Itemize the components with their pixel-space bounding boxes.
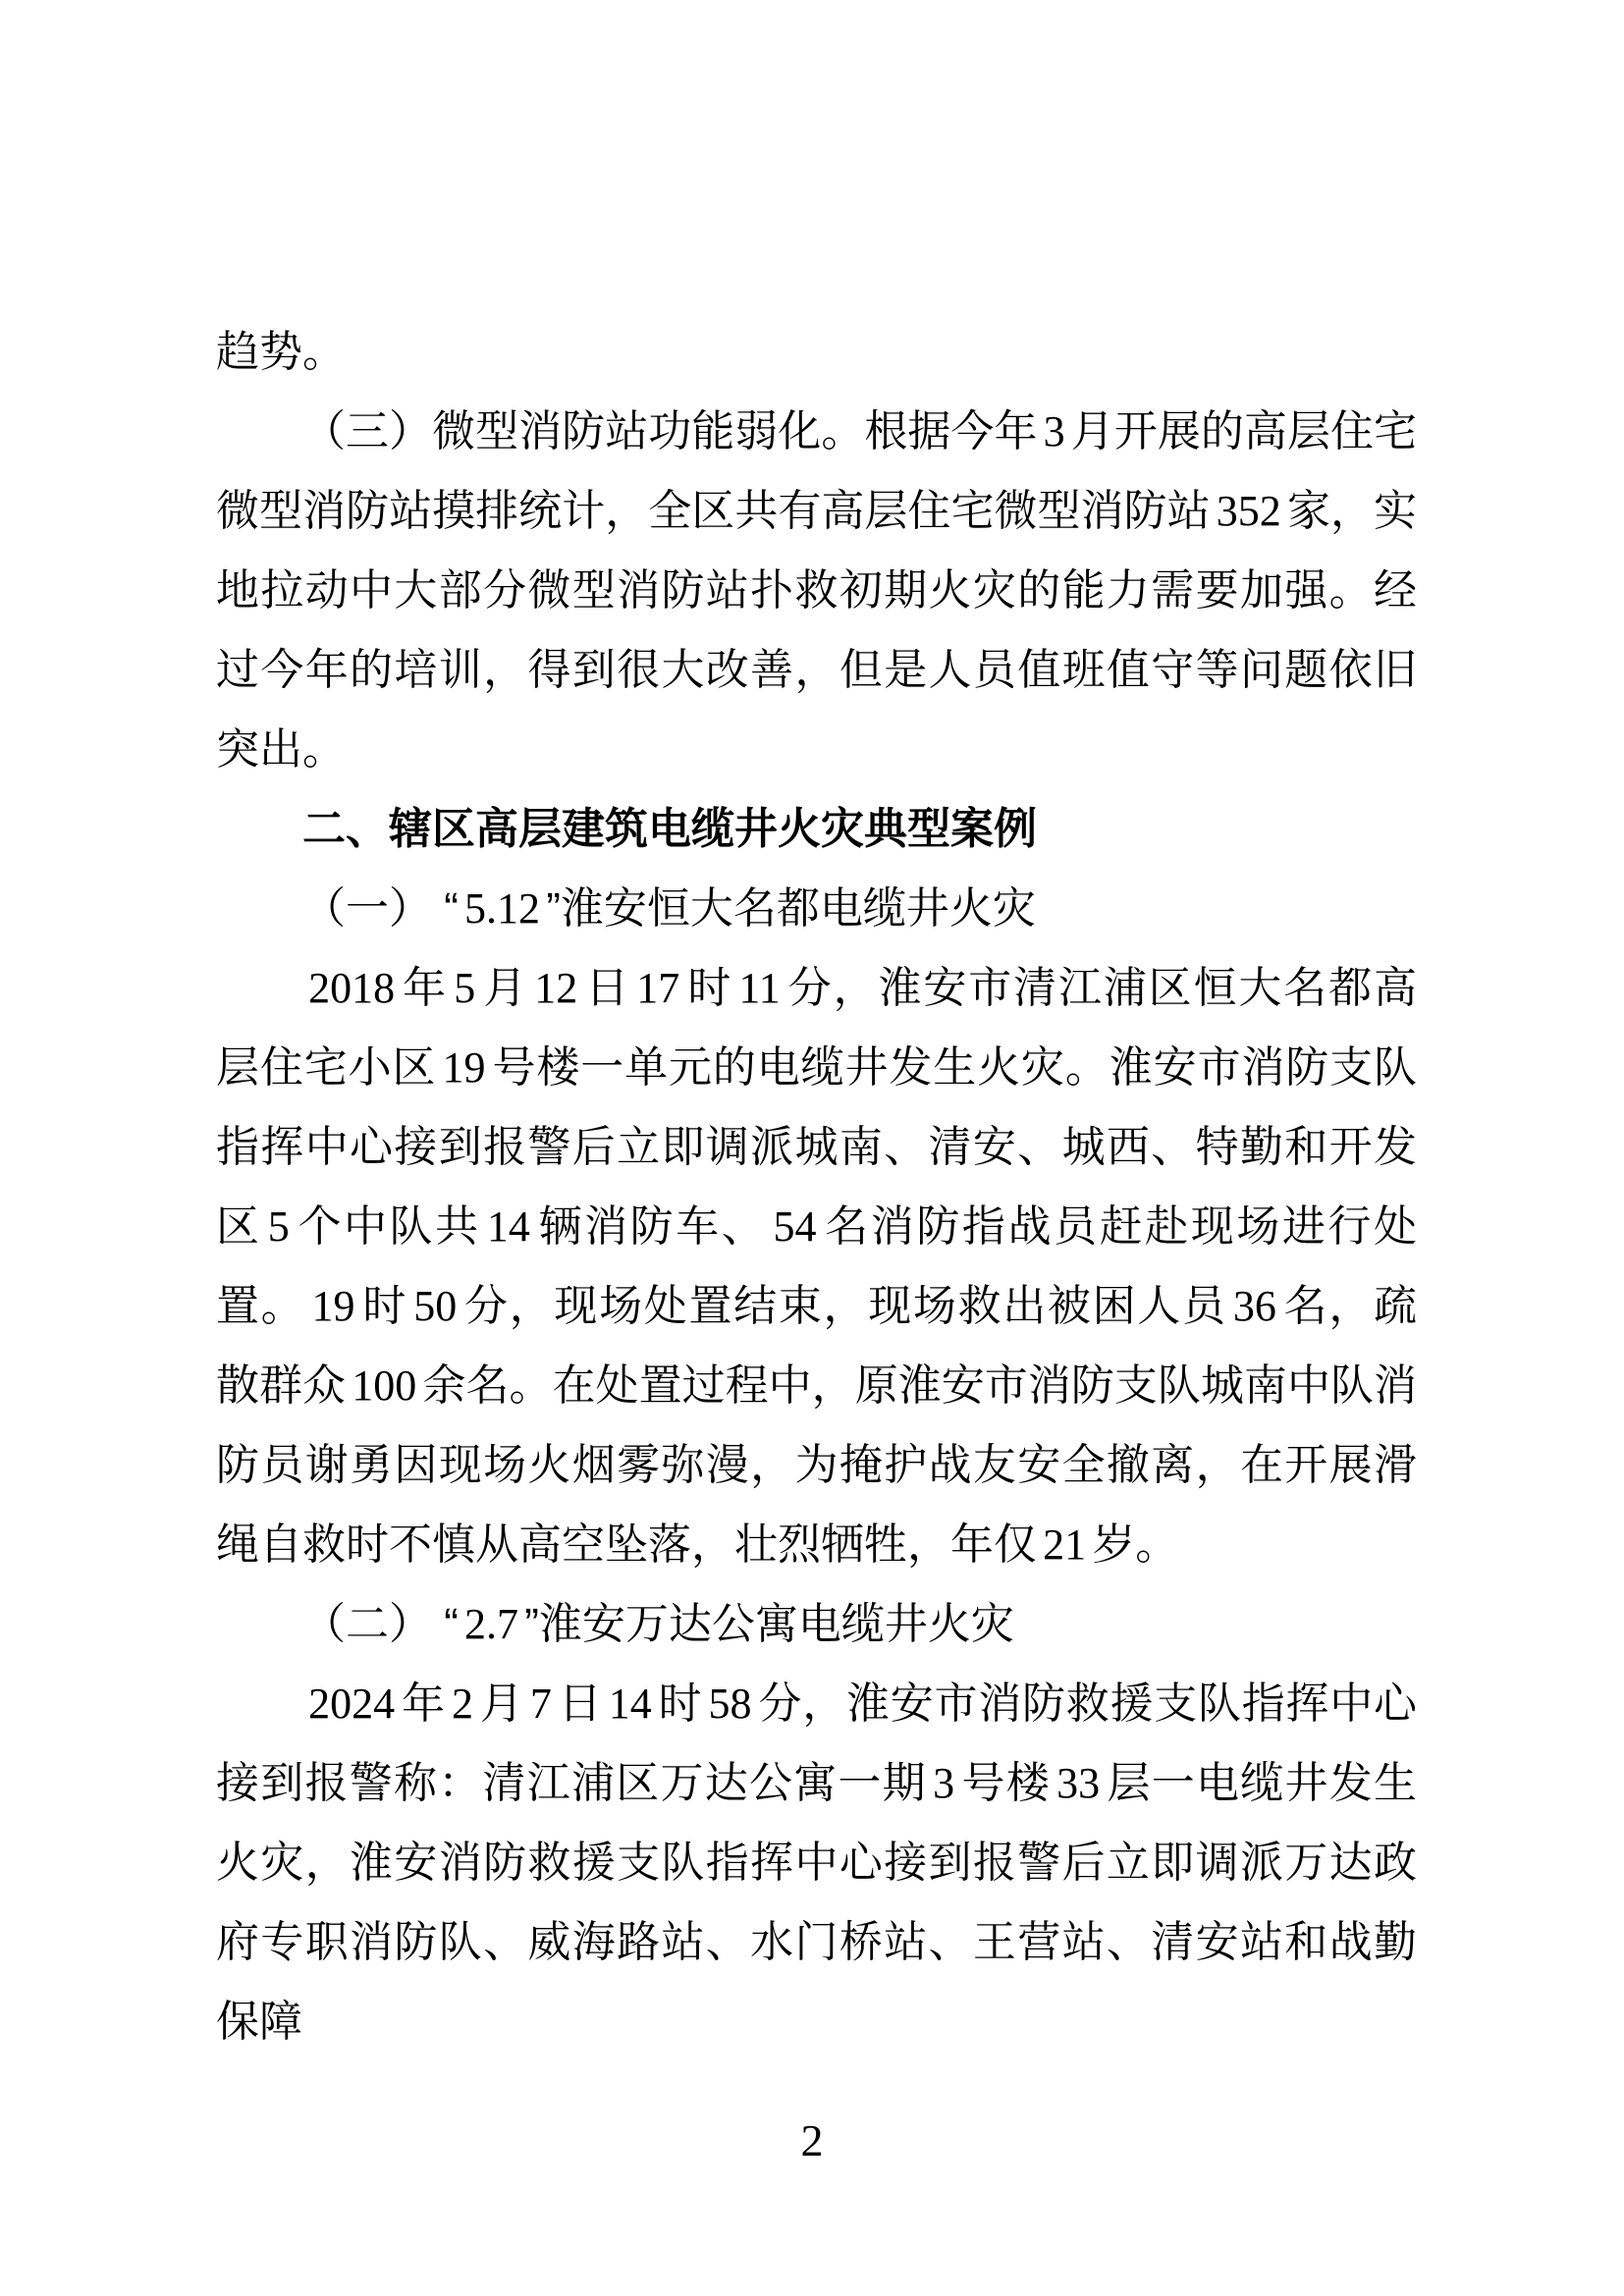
subsection-heading: （一） “ 5.12 ”淮安恒大名都电缆井火灾 (302, 884, 1036, 933)
numeral: 58 (708, 1680, 752, 1728)
numeral: 19 (311, 1282, 355, 1330)
numeral: 50 (413, 1282, 458, 1330)
numeral: 2018 (308, 964, 396, 1012)
body-paragraph: 趋势。 (216, 328, 346, 376)
numeral: 2024 (308, 1680, 396, 1728)
numeral: 7 (529, 1680, 552, 1728)
numeral: 36 (1232, 1282, 1276, 1330)
numeral: 3 (933, 1759, 955, 1807)
numeral: 3 (1043, 407, 1065, 455)
numeral: 33 (1056, 1759, 1101, 1807)
numeral: 19 (442, 1043, 486, 1092)
body-paragraph: 2018 年 5 月 12 日 17 时 11 分，淮安市清江浦区恒大名都高层住宅小区 19 号楼一单元的电缆井发生火灾。淮安市消防支队指挥中心接到报警后立即调派城南、清安、城西、特勤和开发区 5 个中队共 14 辆消防车、 54 名消防指战员赶赴现场进行处置。 19 时 50 分，现场处置结束，现场救出被困人员 36 名，疏散群众 100 余名。在处置过程中，原淮安市消防支队城南中队消防员谢勇因现场火烟雾弥漫，为掩护战友安全撤离，在开展滑绳自救时不慎从高空坠落，壮烈牺牲，年仅 21 岁。 (216, 964, 1418, 1569)
numeral: 352 (1216, 487, 1281, 535)
numeral: 5.12 (464, 884, 541, 933)
numeral: 21 (1043, 1521, 1087, 1569)
numeral: 17 (636, 964, 680, 1012)
numeral: 2 (452, 1680, 473, 1728)
numeral: 14 (486, 1202, 530, 1251)
numeral: 2.7 (464, 1600, 519, 1648)
subsection-heading: （二） “ 2.7 ”淮安万达公寓电缆井火灾 (302, 1600, 1014, 1648)
page-number: 2 (800, 2115, 824, 2165)
numeral: 12 (534, 964, 578, 1012)
page-footer (0, 2110, 1624, 2171)
section-heading: 二、辖区高层建筑电缆井火灾典型案例 (302, 805, 1037, 853)
body-paragraph: 2024 年 2 月 7 日 14 时 58 分，淮安市消防救援支队指挥中心接到报警称：清江浦区万达公寓一期 3 号楼 33 层一电缆井发生火灾，淮安消防救援支队指挥中心接到报警后立即调派万达政府专职消防队、威海路站、水门桥站、王营站、清安站和战勤保障 (216, 1680, 1418, 2046)
body-paragraph: （三）微型消防站功能弱化。根据今年 3 月开展的高层住宅微型消防站摸排统计，全区共有高层住宅微型消防站 352 家，实地拉动中大部分微型消防站扑救初期火灾的能力需要加强。经过今年的培训，得到很大改善，但是人员值班值守等问题依旧突出。 (216, 407, 1418, 774)
numeral: 11 (738, 964, 781, 1012)
numeral: 5 (267, 1202, 290, 1251)
numeral: 54 (773, 1202, 817, 1251)
numeral: 100 (352, 1362, 417, 1410)
document-body (216, 312, 1417, 2061)
numeral: 5 (454, 964, 476, 1012)
numeral: 14 (608, 1680, 652, 1728)
